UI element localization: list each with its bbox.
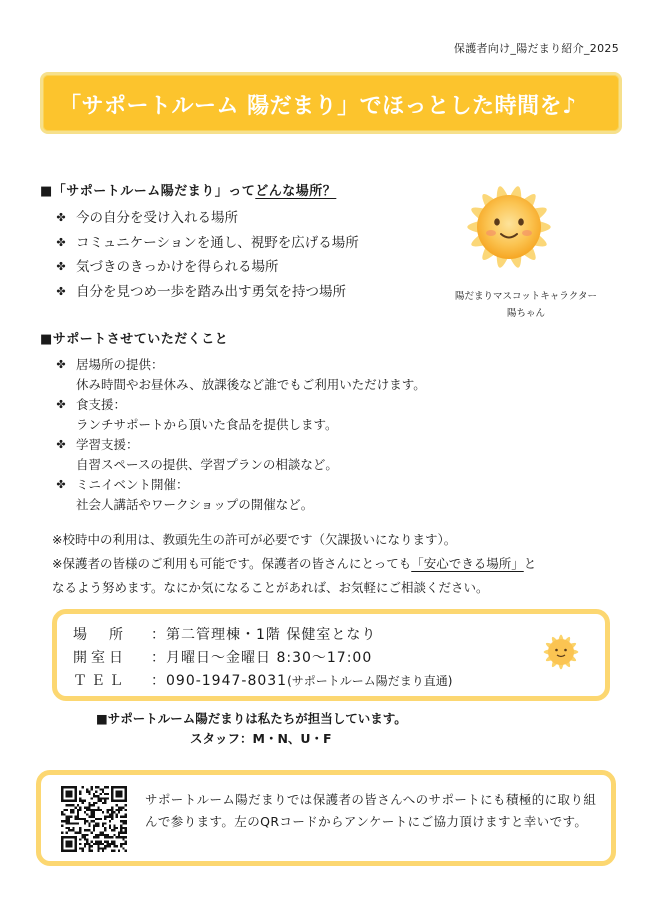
clover-bullet-icon: ✤ — [56, 284, 66, 298]
info-hours — [73, 647, 452, 670]
support-item-label: 学習支援： — [76, 437, 139, 452]
list-item — [54, 475, 426, 515]
about-heading-prefix: ■「サポートルーム陽だまり」って — [40, 184, 256, 199]
clover-bullet-icon: ✤ — [56, 235, 66, 249]
support-heading: ■サポートさせていただくこと — [40, 332, 229, 347]
info-tel-note: (サポートルーム陽だまり直通) — [287, 674, 453, 688]
title-banner — [40, 72, 622, 134]
clover-bullet-icon: ✤ — [56, 398, 66, 411]
support-item-desc: 社会人講話やワークショップの開催など。 — [76, 497, 314, 512]
staff-names: スタッフ：M・N、U・F — [190, 731, 332, 746]
note-parents-line2: なるよう努めます。なにか気になることがあれば、お気軽にご相談ください。 — [52, 580, 489, 595]
support-item-label: 食支援： — [76, 397, 127, 412]
list-item — [54, 255, 359, 280]
info-tel — [73, 670, 452, 693]
info-tel-value: ：090-1947-8031 — [151, 673, 288, 689]
support-item-desc: 自習スペースの提供、学習プランの相談など。 — [76, 457, 338, 472]
note-school-hours: ※校時中の利用は、教頭先生の許可が必要です（欠課扱いになります）。 — [52, 532, 457, 547]
note-parents-text-end: と — [523, 556, 537, 571]
qr-description: サポートルーム陽だまりでは保護者の皆さんへのサポートにも積極的に取り組んで参ります。左のQRコードからアンケートにご協力頂けますと幸いです。 — [145, 792, 597, 829]
list-item — [54, 395, 426, 435]
mascot-caption — [446, 288, 606, 322]
support-section — [40, 328, 426, 515]
info-tel-label: ＴＥＬ — [73, 673, 127, 689]
about-heading-underlined: どんな場所？ — [255, 184, 337, 199]
staff-heading: ■サポートルーム陽だまりは私たちが担当しています。 — [96, 711, 407, 726]
about-section — [40, 180, 359, 304]
document-code: 保護者向け_陽だまり紹介_2025 — [453, 42, 619, 55]
mascot-caption-line1: 陽だまりマスコットキャラクター — [454, 291, 598, 302]
notes — [52, 528, 622, 600]
about-list — [40, 206, 359, 304]
note-parents-underlined: 「安心できる場所」 — [411, 556, 524, 571]
note-parents — [52, 552, 622, 576]
list-item — [54, 355, 426, 395]
info-hours-value: ：月曜日～金曜日 8:30～17:00 — [151, 650, 373, 666]
support-item-label: 居場所の提供： — [76, 357, 164, 372]
list-item — [54, 280, 359, 305]
clover-bullet-icon: ✤ — [56, 478, 66, 491]
support-item-desc: ランチサポートから頂いた食品を提供します。 — [76, 417, 338, 432]
list-item — [54, 435, 426, 475]
smiling-sun-icon — [452, 170, 566, 284]
qr-box — [36, 770, 616, 866]
list-item-text: 気づきのきっかけを得られる場所 — [76, 259, 279, 275]
clover-bullet-icon: ✤ — [56, 438, 66, 451]
info-place — [73, 624, 452, 647]
list-item — [54, 231, 359, 256]
support-item-label: ミニイベント開催： — [76, 477, 189, 492]
list-item-text: 今の自分を受け入れる場所 — [76, 210, 238, 226]
about-heading — [40, 180, 359, 199]
list-item-text: 自分を見つめ一歩を踏み出す勇気を持つ場所 — [76, 283, 346, 300]
clover-bullet-icon: ✤ — [56, 260, 66, 273]
support-item-desc: 休み時間やお昼休み、放課後など誰でもご利用いただけます。 — [76, 377, 426, 392]
mascot-name: 陽ちゃん — [506, 308, 545, 319]
support-list — [40, 355, 426, 515]
list-item — [54, 206, 359, 231]
info-box — [52, 609, 610, 701]
clover-bullet-icon: ✤ — [56, 358, 66, 371]
info-place-value: ：第二管理棟・1階 保健室となり — [151, 627, 377, 643]
staff-block — [96, 709, 407, 749]
list-item-text: コミュニケーションを通し、視野を広げる場所 — [76, 234, 359, 251]
qr-code-icon[interactable] — [61, 786, 127, 852]
note-parents-text: ※保護者の皆様のご利用も可能です。保護者の皆さんにとっても — [52, 556, 412, 571]
page-title: 「サポートルーム 陽だまり」でほっとした時間を♪ — [59, 94, 577, 119]
info-place-label: 場 所 — [73, 627, 127, 643]
info-hours-label: 開室日 — [73, 650, 127, 666]
clover-bullet-icon: ✤ — [56, 211, 66, 224]
small-smiling-sun-icon — [537, 628, 585, 676]
